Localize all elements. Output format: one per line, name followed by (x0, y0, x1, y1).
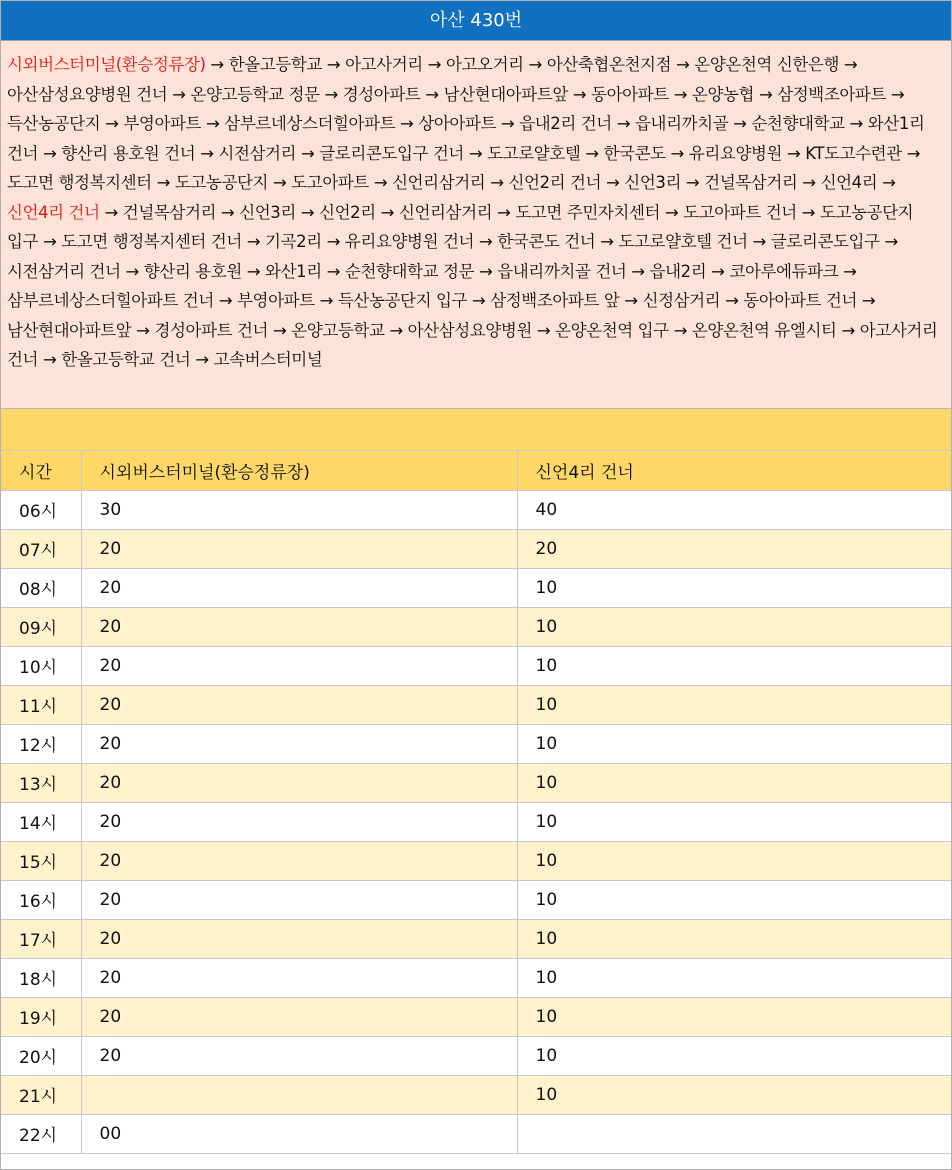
route-arrow: → (670, 143, 684, 163)
origin-departure-cell: 20 (81, 841, 517, 880)
route-arrow: → (427, 55, 442, 74)
route-arrow: → (758, 84, 773, 104)
route-arrow: → (675, 55, 690, 74)
origin-departure-cell: 20 (81, 802, 517, 841)
route-arrow: → (220, 202, 235, 222)
route-stop: 득산농공단지 입구 (337, 291, 468, 310)
table-row (1, 763, 951, 802)
hour-cell: 11시 (1, 685, 81, 724)
turnaround-departure-cell: 20 (517, 529, 951, 568)
table-row (1, 880, 951, 919)
route-stop: 와산1리 (265, 261, 322, 281)
turnaround-departure-cell (517, 1114, 951, 1153)
route-arrow: → (500, 114, 515, 133)
route-stop: 신언4리 (820, 173, 878, 192)
route-arrow: → (843, 55, 858, 74)
hour-cell: 12시 (1, 724, 81, 763)
route-stop: 시전삼거리 (218, 143, 297, 163)
route-arrow: → (200, 143, 214, 163)
route-stop: 건널목삼거리 (122, 202, 217, 222)
route-stop: 부영아파트 (237, 291, 315, 310)
table-row (1, 1114, 951, 1153)
route-stop: 온양온천역 입구 (555, 320, 669, 340)
route-stop: 신언4리 건너 (7, 202, 100, 222)
table-row (1, 685, 951, 724)
route-arrow: → (300, 202, 315, 222)
route-arrow: → (218, 291, 233, 310)
hour-cell: 22시 (1, 1114, 81, 1153)
route-stop: 유리요양병원 (688, 143, 783, 163)
hour-cell: 09시 (1, 607, 81, 646)
route-arrow: → (572, 84, 587, 104)
route-arrow: → (246, 261, 261, 281)
route-stop: 신언3리 (239, 202, 296, 222)
origin-departure-cell: 20 (81, 763, 517, 802)
route-arrow: → (136, 320, 150, 340)
route-stop: 신언2리 (319, 202, 376, 222)
route-stop: 글로리콘도입구 건너 (319, 143, 464, 163)
route-stop: 향산리 용호원 건너 (61, 143, 196, 163)
route-arrow: → (380, 202, 395, 222)
route-arrow: → (802, 173, 816, 192)
header-hour: 시간 (1, 451, 81, 490)
origin-departure-cell: 20 (81, 568, 517, 607)
route-arrow: → (425, 84, 439, 104)
route-stop: 동아아파트 (591, 84, 669, 104)
hour-cell: 15시 (1, 841, 81, 880)
route-stop: 도고면 주민자치센터 (515, 202, 661, 222)
route-stop: 남산현대아파트앞 (7, 320, 132, 340)
hour-cell: 07시 (1, 529, 81, 568)
origin-departure-cell: 20 (81, 724, 517, 763)
table-row (1, 802, 951, 841)
header-spacer-band (1, 409, 951, 451)
route-stop: 온양농협 (691, 84, 755, 104)
origin-departure-cell: 30 (81, 490, 517, 529)
route-stop: 순천향대학교 (751, 114, 845, 133)
turnaround-departure-cell: 10 (517, 997, 951, 1036)
route-arrow: → (389, 320, 403, 340)
route-arrow: → (326, 261, 341, 281)
table-row (1, 724, 951, 763)
route-stop: 한올고등학교 (228, 55, 322, 74)
hour-cell: 10시 (1, 646, 81, 685)
table-row (1, 841, 951, 880)
route-stop: 부영아파트 (123, 114, 202, 133)
hour-cell: 06시 (1, 490, 81, 529)
turnaround-departure-cell: 10 (517, 1075, 951, 1114)
route-stop: 아고오거리 (445, 55, 524, 74)
route-stop: 도고농공단지 입구 (7, 202, 914, 251)
table-row (1, 958, 951, 997)
route-stop: 도고농공단지 (174, 173, 269, 192)
route-stop: 삼부르네상스더힐아파트 (224, 114, 396, 133)
table-row (1, 919, 951, 958)
route-stop: 도고로얄호텔 건너 (618, 232, 748, 251)
route-arrow: → (725, 291, 739, 310)
hour-cell: 21시 (1, 1075, 81, 1114)
hour-cell: 13시 (1, 763, 81, 802)
route-arrow: → (195, 350, 209, 369)
route-stop: 신언리삼거리 (398, 202, 493, 222)
route-stop: 한올고등학교 건너 (61, 350, 191, 369)
route-arrow: → (42, 143, 57, 163)
route-stop: 신언리삼거리 (392, 173, 486, 192)
table-row (1, 1036, 951, 1075)
route-stop: 읍내2리 건너 (519, 114, 612, 133)
route-stop: 상아아파트 (418, 114, 497, 133)
hour-cell: 16시 (1, 880, 81, 919)
turnaround-departure-cell: 10 (517, 646, 951, 685)
route-stop: 글로리콘도입구 (770, 232, 880, 251)
route-stops-list (1, 41, 951, 409)
route-arrow: → (272, 320, 287, 340)
route-arrow: → (890, 84, 905, 104)
table-row (1, 490, 951, 529)
route-arrow: → (606, 173, 620, 192)
route-stop: 순천향대학교 정문 (344, 261, 475, 281)
route-stop: 남산현대아파트앞 (443, 84, 568, 104)
route-arrow: → (536, 320, 551, 340)
route-arrow: → (373, 173, 388, 192)
route-arrow: → (125, 261, 139, 281)
route-stop: 도고아파트 건너 (683, 202, 797, 222)
route-stop: 신정삼거리 (642, 291, 721, 310)
route-arrow: → (528, 55, 542, 74)
timetable-header-row (1, 451, 951, 490)
route-stop: 아산삼성요양병원 건너 (7, 84, 168, 104)
route-stop: 아고사거리 (345, 55, 423, 74)
route-stop: 도고면 행정복지센터 건너 (61, 232, 242, 251)
hour-cell: 18시 (1, 958, 81, 997)
table-row (1, 529, 951, 568)
route-arrow: → (326, 55, 341, 74)
origin-departure-cell: 20 (81, 607, 517, 646)
route-arrow: → (624, 291, 638, 310)
origin-departure-cell: 20 (81, 1036, 517, 1075)
route-stop: 온양온천역 신한은행 (694, 55, 839, 74)
header-turnaround-stop: 신언4리 건너 (517, 451, 951, 490)
route-stop: 와산1리 건너 (7, 114, 925, 163)
route-stop: 온양온천역 유엘시티 (691, 320, 837, 340)
route-arrow: → (105, 114, 119, 133)
table-row (1, 646, 951, 685)
route-arrow: → (600, 232, 614, 251)
route-stop: 신언2리 건너 (508, 173, 602, 192)
origin-departure-cell: 20 (81, 685, 517, 724)
turnaround-departure-cell: 10 (517, 880, 951, 919)
route-arrow: → (673, 84, 688, 104)
route-stop: 경성아파트 건너 (154, 320, 269, 340)
route-stop: 아산축협온천지점 (546, 55, 672, 74)
route-arrow: → (664, 202, 679, 222)
turnaround-departure-cell: 10 (517, 685, 951, 724)
hour-cell: 20시 (1, 1036, 81, 1075)
route-arrow: → (478, 232, 493, 251)
route-stop: 시전삼거리 건너 (7, 261, 121, 281)
route-arrow: → (616, 114, 631, 133)
route-arrow: → (42, 232, 57, 251)
route-arrow: → (849, 114, 863, 133)
turnaround-departure-cell: 10 (517, 607, 951, 646)
origin-departure-cell: 20 (81, 958, 517, 997)
route-arrow: → (272, 173, 287, 192)
origin-departure-cell: 20 (81, 997, 517, 1036)
origin-departure-cell: 20 (81, 529, 517, 568)
turnaround-departure-cell: 10 (517, 841, 951, 880)
route-arrow: → (906, 143, 921, 163)
route-stop: 한국콘도 건너 (497, 232, 596, 251)
route-arrow: → (585, 143, 599, 163)
route-arrow: → (324, 84, 338, 104)
table-row (1, 607, 951, 646)
route-stop: 아산삼성요양병원 (407, 320, 532, 340)
route-arrow: → (882, 173, 896, 192)
route-stop: 동아아파트 건너 (743, 291, 858, 310)
route-stop: 읍내리까치골 (635, 114, 729, 133)
route-arrow: → (685, 173, 700, 192)
route-stop: 한국콘도 (603, 143, 666, 163)
route-stop: 향산리 용호원 (143, 261, 242, 281)
route-stop: 경성아파트 (342, 84, 421, 104)
route-stop: 유리요양병원 건너 (344, 232, 475, 251)
turnaround-departure-cell: 10 (517, 919, 951, 958)
route-arrow: → (42, 350, 57, 369)
origin-departure-cell (81, 1075, 517, 1114)
route-stop: 온양고등학교 정문 (190, 84, 320, 104)
turnaround-departure-cell: 10 (517, 724, 951, 763)
route-stop: 도고로얄호텔 (487, 143, 581, 163)
route-stop: 건널목삼거리 (704, 173, 798, 192)
route-arrow: → (631, 261, 645, 281)
hour-cell: 08시 (1, 568, 81, 607)
route-stop: 고속버스터미널 (213, 350, 323, 369)
route-arrow: → (205, 114, 220, 133)
hour-cell: 19시 (1, 997, 81, 1036)
route-stop: 코아루에듀파크 (729, 261, 839, 281)
route-arrow: → (673, 320, 688, 340)
header-origin-stop: 시외버스터미널(환승정류장) (81, 451, 517, 490)
origin-departure-cell: 20 (81, 880, 517, 919)
route-arrow: → (156, 173, 170, 192)
route-arrow: → (300, 143, 315, 163)
origin-departure-cell: 20 (81, 919, 517, 958)
table-row (1, 997, 951, 1036)
route-stop: 도고아파트 (291, 173, 369, 192)
route-arrow: → (752, 232, 766, 251)
hour-cell: 17시 (1, 919, 81, 958)
route-stop: 득산농공단지 (7, 114, 101, 133)
route-arrow: → (497, 202, 511, 222)
timetable (1, 451, 951, 1154)
route-arrow: → (478, 261, 493, 281)
route-arrow: → (490, 173, 504, 192)
route-arrow: → (210, 55, 224, 74)
route-arrow: → (861, 291, 876, 310)
route-arrow: → (786, 143, 801, 163)
turnaround-departure-cell: 10 (517, 802, 951, 841)
route-arrow: → (468, 143, 483, 163)
route-arrow: → (841, 320, 855, 340)
route-arrow: → (471, 291, 486, 310)
turnaround-departure-cell: 10 (517, 958, 951, 997)
route-arrow: → (733, 114, 747, 133)
turnaround-departure-cell: 40 (517, 490, 951, 529)
route-stop: 읍내2리 (649, 261, 707, 281)
route-arrow: → (172, 84, 186, 104)
turnaround-departure-cell: 10 (517, 763, 951, 802)
route-arrow: → (326, 232, 341, 251)
origin-departure-cell: 00 (81, 1114, 517, 1153)
route-stop: 시외버스터미널(환승정류장) (7, 55, 206, 74)
origin-departure-cell: 20 (81, 646, 517, 685)
turnaround-departure-cell: 10 (517, 568, 951, 607)
route-stop: 삼정백조아파트 (777, 84, 887, 104)
table-row (1, 568, 951, 607)
route-stop: 읍내리까치골 건너 (497, 261, 627, 281)
route-arrow: → (319, 291, 334, 310)
route-stop: 기곡2리 (265, 232, 322, 251)
route-arrow: → (104, 202, 118, 222)
route-stop: 삼부르네상스더힐아파트 건너 (7, 291, 214, 310)
hour-cell: 14시 (1, 802, 81, 841)
turnaround-departure-cell: 10 (517, 1036, 951, 1075)
route-stop: 아고사거리 건너 (7, 320, 938, 369)
route-arrow: → (246, 232, 261, 251)
route-stop: KT도고수련관 (805, 143, 902, 163)
route-arrow: → (711, 261, 725, 281)
route-stop: 신언3리 (624, 173, 682, 192)
route-arrow: → (884, 232, 898, 251)
route-arrow: → (400, 114, 414, 133)
route-title: 아산 430번 (1, 1, 951, 41)
route-stop: 삼정백조아파트 앞 (490, 291, 620, 310)
route-arrow: → (843, 261, 857, 281)
route-arrow: → (801, 202, 816, 222)
route-stop: 도고면 행정복지센터 (7, 173, 152, 192)
route-stop: 온양고등학교 (291, 320, 385, 340)
table-row (1, 1075, 951, 1114)
